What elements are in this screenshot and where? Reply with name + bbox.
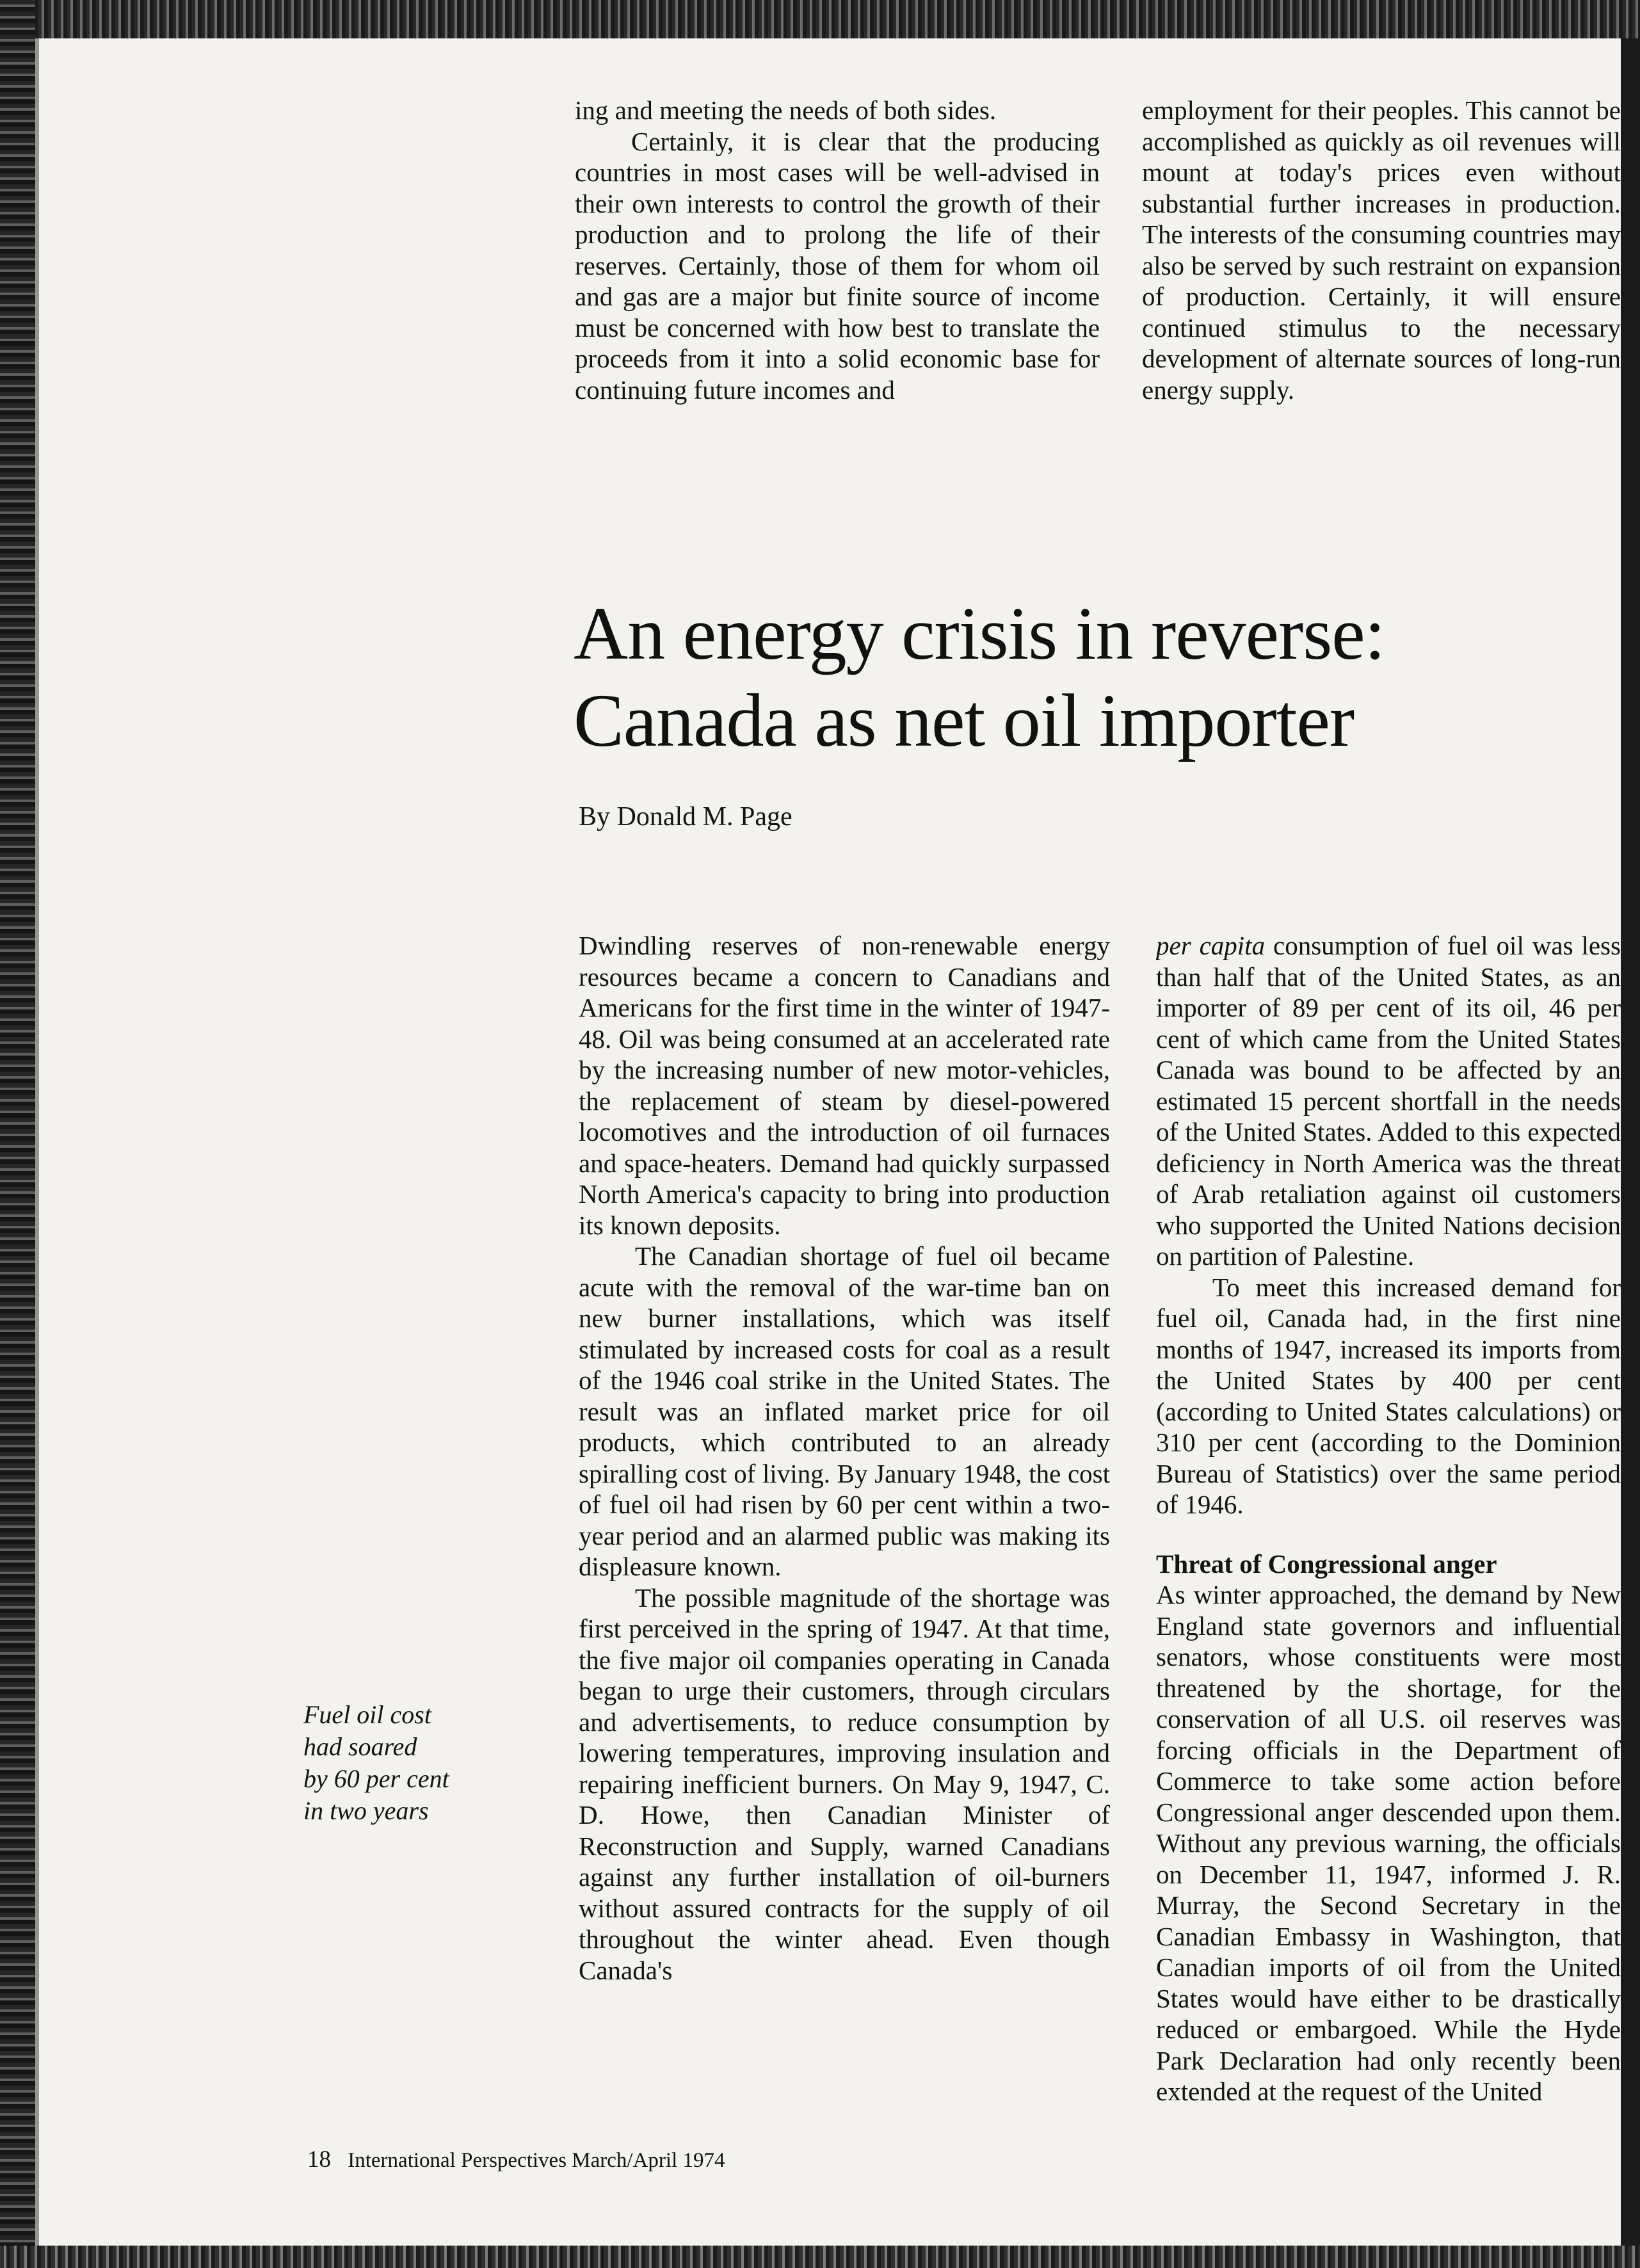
- pull-quote-line: by 60 per cent: [303, 1764, 449, 1793]
- article-title-line-2: Canada as net oil importer: [574, 679, 1355, 762]
- page-number: 18: [307, 2146, 331, 2173]
- previous-article-column-left: [575, 95, 1100, 453]
- article-column-left: [579, 930, 1110, 2134]
- pull-quote: [303, 1699, 495, 1827]
- article-title: [574, 590, 1611, 764]
- spacer: [1156, 1520, 1621, 1548]
- scan-edge-top: [0, 0, 1640, 38]
- pull-quote-line: in two years: [303, 1796, 429, 1825]
- article-column-right: [1156, 930, 1621, 2134]
- binding-shadow: [35, 38, 39, 2246]
- scan-edge-left: [0, 0, 35, 2268]
- article-title-line-1: An energy crisis in reverse:: [574, 591, 1385, 675]
- paragraph: Dwindling reserves of non-renewable energy resources became a concern to Canadians and Americans for the first time in the winter of 1947-48. Oil was being consumed at an accelerated rate by the increasing number of new motor-vehicles, the replacement of steam by diesel-powered locomotives and the introduction of oil furnaces and space-heaters. Demand had quickly surpassed North America's capacity to bring into production its known deposits.: [579, 931, 1110, 1240]
- paragraph: The possible magnitude of the shortage was first perceived in the spring of 1947. At that time, the five major oil companies operating in Canada began to urge their customers, through circulars and advertisements, to reduce consumption by lowering temperatures, improving insulation and repairing inefficient burners. On May 9, 1947, C. D. Howe, then Canadian Minister of Reconstruction and Supply, warned Canadians against any further installation of oil-burners without assured contracts for the supply of oil throughout the winter ahead. Even though Canada's: [579, 1582, 1110, 1985]
- scan-edge-bottom: [0, 2246, 1640, 2268]
- paragraph: As winter approached, the demand by New England state governors and influential senators, whose constituents were most threatened by the shortage, for the conservation of all U.S. oil reserves was forcing officials in the Department of Commerce to take some action before Congressional anger descended upon them. Without any previous warning, the officials on December 11, 1947, informed J. R. Murray, the Second Secretary in the Canadian Embassy in Washington, that Canadian imports of oil from the United States would have either to be drastically reduced or embargoed. While the Hyde Park Declaration had only recently been extended at the request of the United: [1156, 1580, 1621, 2106]
- paragraph: employment for their peoples. This cannot be accomplished as quickly as oil revenues will mount at today's prices even without substantial further increases in production. The interests of the consuming countries may also be served by such restraint on expansion of production. Certainly, it will ensure continued stimulus to the necessary development of alternate sources of long-run energy supply.: [1142, 95, 1621, 405]
- paragraph: [1156, 930, 1621, 1272]
- italic-phrase: per capita: [1156, 931, 1266, 960]
- byline: By Donald M. Page: [579, 802, 792, 832]
- paragraph-text: consumption of fuel oil was less than half that of the United States, as an importer of 89 per cent of its oil, 46 per cent of which came from the United States Canada was bound to be affected by an estimated 15 percent shortfall in the needs of the United States. Added to this expected deficiency in North America was the threat of Arab retaliation against oil customers who supported the United Nations decision on partition of Palestine.: [1156, 931, 1621, 1271]
- previous-article-column-right: [1142, 95, 1621, 428]
- section-subheading: Threat of Congressional anger: [1156, 1548, 1497, 1579]
- paragraph: ing and meeting the needs of both sides.: [575, 95, 997, 125]
- paragraph: The Canadian shortage of fuel oil became acute with the removal of the war-time ban on new burner installations, which was itself stimulated by increased costs for coal as a result of the 1946 coal strike in the United States. The result was an inflated market price for oil products, which contributed to an already spiralling cost of living. By January 1948, the cost of fuel oil had risen by 60 per cent within a two-year period and an alarmed public was making its displeasure known.: [579, 1241, 1110, 1581]
- paragraph: Certainly, it is clear that the producing countries in most cases will be well-advised in their own interests to control the growth of their production and to prolong the life of their reserves. Certainly, those of them for whom oil and gas are a major but finite source of income must be concerned with how best to translate the proceeds from it into a solid economic base for continuing future incomes and: [575, 126, 1100, 405]
- page-footer: [307, 2146, 725, 2175]
- paragraph: To meet this increased demand for fuel oil, Canada had, in the first nine months of 1947, increased its imports from the United States by 400 per cent (according to United States calculations) or 310 per cent (according to the Dominion Bureau of Statistics) over the same period of 1946.: [1156, 1272, 1621, 1519]
- pull-quote-line: Fuel oil cost: [303, 1700, 431, 1729]
- publication-name: International Perspectives March/April 1974: [348, 2149, 725, 2172]
- pull-quote-line: had soared: [303, 1732, 417, 1761]
- scan-edge-right: [1621, 38, 1640, 2246]
